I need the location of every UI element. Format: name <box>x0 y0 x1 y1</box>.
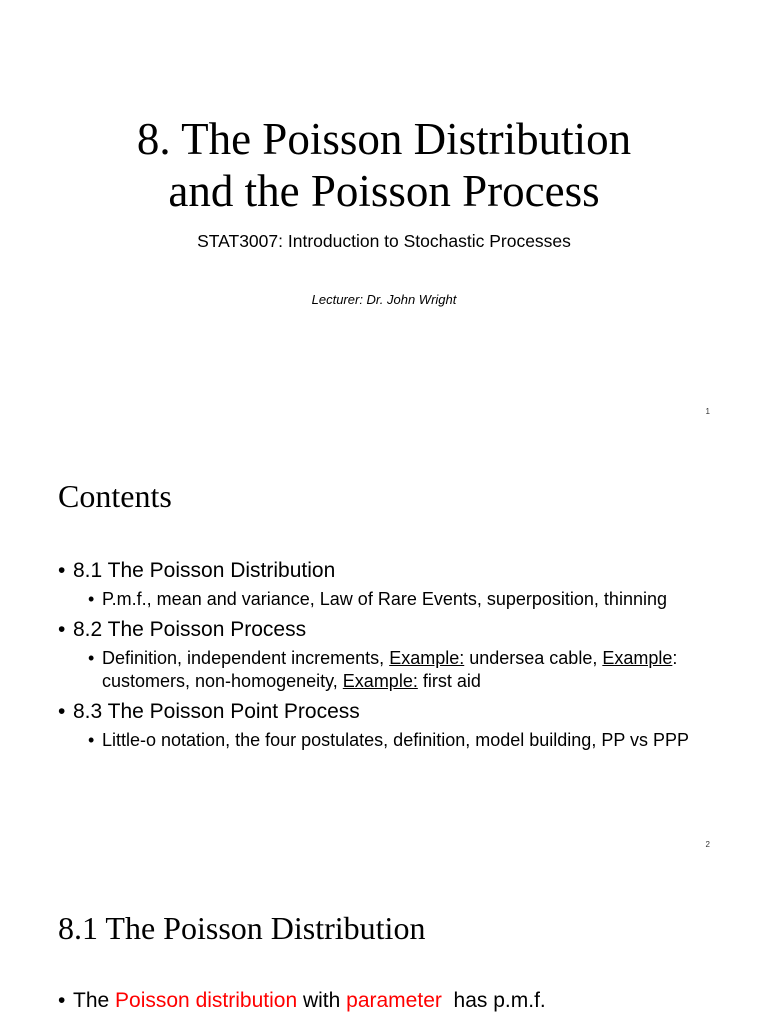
section-bullets <box>58 982 718 1014</box>
section-label: 8.1 The Poisson Distribution <box>73 559 336 582</box>
list-item <box>58 988 718 1014</box>
title-slide <box>0 0 768 430</box>
bullet-text: The <box>73 989 116 1012</box>
detail-text: Definition, independent increments, <box>102 648 390 668</box>
section-title: 8.1 The Poisson Distribution <box>58 910 426 946</box>
contents-slide <box>0 432 768 864</box>
section-slide <box>0 866 768 1024</box>
lecturer-name: Lecturer: Dr. John Wright <box>311 292 457 307</box>
highlight-term: parameter <box>346 989 442 1012</box>
page-number: 1 <box>705 407 710 416</box>
bullet-text: has p.m.f. <box>441 989 546 1012</box>
section-detail: • P.m.f., mean and variance, Law of Rare Events, superposition, thinning <box>73 588 718 611</box>
example-link: Example <box>602 648 673 668</box>
example-link: Example: <box>389 648 465 668</box>
list-item <box>58 558 718 611</box>
contents-list <box>58 552 718 754</box>
section-label: 8.2 The Poisson Process <box>73 618 307 641</box>
course-subtitle: STAT3007: Introduction to Stochastic Processes <box>197 231 571 251</box>
section-detail: • Little-o notation, the four postulates, definition, model building, PP vs PPP <box>73 729 718 752</box>
detail-text: first aid <box>417 671 481 691</box>
detail-text: undersea cable, <box>464 648 603 668</box>
title-line-2: and the Poisson Process <box>168 166 600 216</box>
detail-text: : customers, non-homogeneity, <box>102 648 678 691</box>
section-label: 8.3 The Poisson Point Process <box>73 700 360 723</box>
contents-title: Contents <box>58 478 172 514</box>
page-number: 2 <box>705 840 710 849</box>
title-line-1: 8. The Poisson Distribution <box>136 114 632 164</box>
slide-title <box>0 113 768 217</box>
list-item <box>58 699 718 752</box>
highlight-term: Poisson distribution <box>115 989 298 1012</box>
example-link: Example: <box>342 671 418 691</box>
bullet-text: with <box>297 989 347 1012</box>
section-detail <box>73 647 718 693</box>
list-item <box>58 617 718 693</box>
